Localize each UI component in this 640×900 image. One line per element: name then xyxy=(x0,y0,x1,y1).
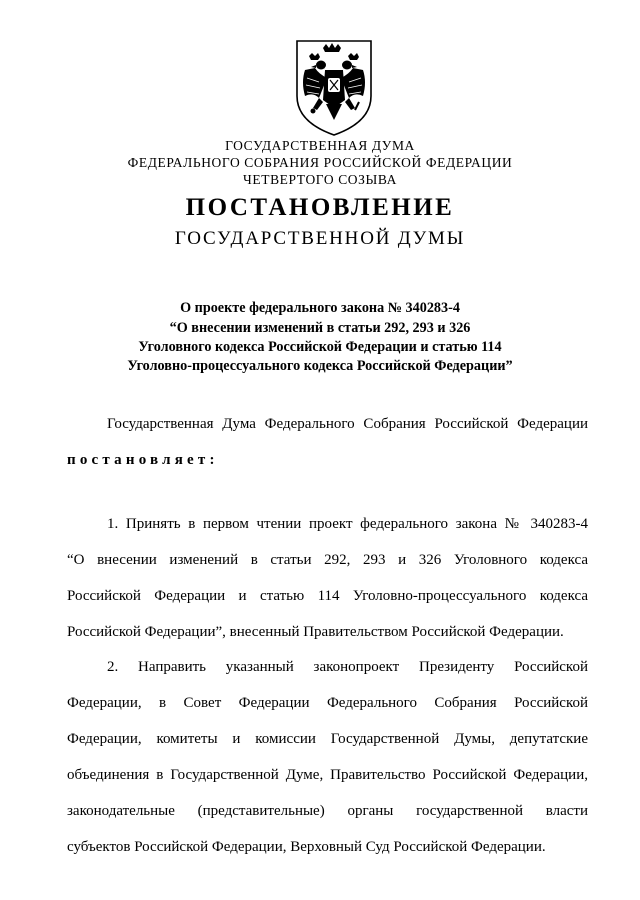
law-title-line: Уголовно-процессуального кодекса Российской Федерации” xyxy=(127,358,513,374)
paragraph-line: 2. Направить указанный законопроект Президенту Российской xyxy=(107,659,588,675)
resolve-word: постановляет: xyxy=(67,452,219,468)
double-headed-eagle-icon xyxy=(293,38,375,138)
paragraph-line: Российской Федерации и статью 114 Уголовно-процессуального кодекса xyxy=(67,588,588,604)
paragraph-line: законодательные (представительные) органы государственной власти xyxy=(67,803,588,819)
paragraph-line: Российской Федерации”, внесенный Правительством Российской Федерации. xyxy=(67,624,564,640)
law-title-line: О проекте федерального закона № 340283-4 xyxy=(180,300,460,316)
paragraph-line: Федерации, в Совет Федерации Федерального Собрания Российской xyxy=(67,695,588,711)
document-subtitle: ГОСУДАРСТВЕННОЙ ДУМЫ xyxy=(174,228,466,249)
paragraph-line: “О внесении изменений в статьи 292, 293 и 326 Уголовного кодекса xyxy=(67,552,588,568)
paragraph-1 xyxy=(67,506,588,650)
organization-name: ГОСУДАРСТВЕННАЯ ДУМА xyxy=(225,138,415,153)
convocation: ЧЕТВЕРТОГО СОЗЫВА xyxy=(243,172,397,187)
organization-subtitle: ФЕДЕРАЛЬНОГО СОБРАНИЯ РОССИЙСКОЙ ФЕДЕРАЦИИ xyxy=(127,155,513,170)
law-title-line: Уголовного кодекса Российской Федерации и статью 114 xyxy=(138,339,502,355)
paragraph-line: 1. Принять в первом чтении проект федерального закона № 340283-4 xyxy=(107,516,588,532)
paragraph-line: Федерации, комитеты и комиссии Государственной Думы, депутатские xyxy=(67,731,588,747)
law-title-line: “О внесении изменений в статьи 292, 293 и 326 xyxy=(169,320,471,336)
paragraph-line: объединения в Государственной Думе, Правительство Российской Федерации, xyxy=(67,767,588,783)
paragraph-2 xyxy=(67,649,588,865)
document-title: ПОСТАНОВЛЕНИЕ xyxy=(185,194,455,221)
intro-text: Государственная Дума Федерального Собрания Российской Федерации xyxy=(107,416,588,432)
paragraph-line: субъектов Российской Федерации, Верховный Суд Российской Федерации. xyxy=(67,839,546,855)
